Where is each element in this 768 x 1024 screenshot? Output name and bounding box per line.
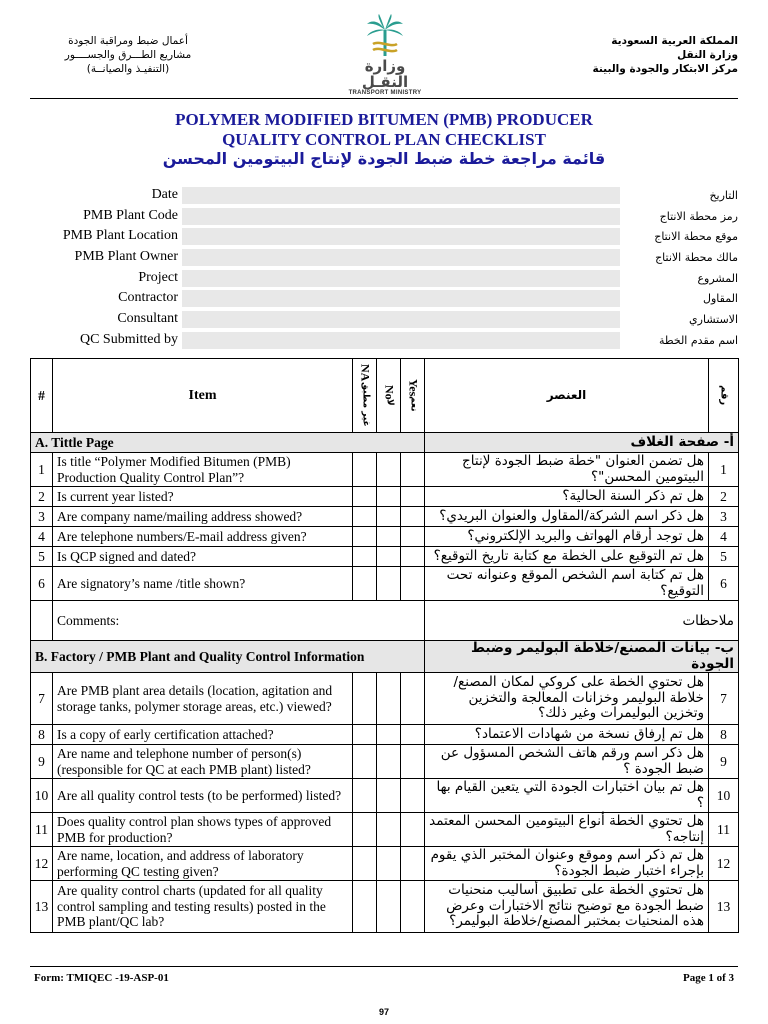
- item-text-arabic: هل ذكر اسم الشركة/المقاول والعنوان البريدي؟: [425, 507, 709, 527]
- item-number: 4: [709, 527, 739, 547]
- info-row-submitted-by: [30, 331, 738, 352]
- logo-text-english: TRANSPORT MINISTRY: [348, 90, 422, 96]
- item-text-arabic: هل تم ذكر السنة الحالية؟: [425, 487, 709, 507]
- table-row: [31, 813, 739, 847]
- item-text: Are all quality control tests (to be performed) listed?: [53, 779, 353, 813]
- table-row: [31, 745, 739, 779]
- info-row-contractor: [30, 289, 738, 310]
- plant-code-field[interactable]: [182, 208, 620, 225]
- yes-checkbox[interactable]: [401, 673, 425, 725]
- footer-divider: [30, 966, 738, 967]
- item-text: Does quality control plan shows types of approved PMB for production?: [53, 813, 353, 847]
- yes-checkbox[interactable]: [401, 813, 425, 847]
- yes-checkbox[interactable]: [401, 507, 425, 527]
- no-checkbox[interactable]: [377, 745, 401, 779]
- table-row: [31, 547, 739, 567]
- table-row: [31, 779, 739, 813]
- item-text: Are PMB plant area details (location, agitation and storage tanks, polymer storage areas, etc.) viewed?: [53, 673, 353, 725]
- item-number: 8: [31, 725, 53, 745]
- no-checkbox[interactable]: [377, 779, 401, 813]
- item-number: 6: [31, 567, 53, 601]
- page-number: 97: [378, 1007, 389, 1017]
- column-header-na: [353, 359, 377, 433]
- item-number: 13: [709, 881, 739, 933]
- no-checkbox[interactable]: [377, 453, 401, 487]
- contractor-field[interactable]: [182, 290, 620, 307]
- item-number: 6: [709, 567, 739, 601]
- info-label-arabic: المشروع: [697, 271, 738, 285]
- document-subtitle: QUALITY CONTROL PLAN CHECKLIST: [222, 130, 546, 149]
- no-checkbox[interactable]: [377, 881, 401, 933]
- comments-row: [31, 601, 739, 641]
- item-number: 3: [709, 507, 739, 527]
- header-divider: [30, 98, 738, 99]
- item-text: Are name, location, and address of laboratory performing QC testing given?: [53, 847, 353, 881]
- no-checkbox[interactable]: [377, 547, 401, 567]
- section-title: A. Tittle Page: [31, 433, 425, 453]
- info-label: Project: [138, 269, 178, 285]
- item-number: 10: [709, 779, 739, 813]
- item-text-arabic: هل تم ذكر اسم وموقع وعنوان المختبر الذي يقوم بإجراء اختبار ضبط الجودة؟: [425, 847, 709, 881]
- item-number: 4: [31, 527, 53, 547]
- item-text-arabic: هل تم التوقيع على الخطة مع كتابة تاريخ التوقيع؟: [425, 547, 709, 567]
- item-number: 11: [709, 813, 739, 847]
- info-label: Date: [151, 187, 178, 202]
- info-row-plant-location: [30, 227, 738, 248]
- item-number: 5: [31, 547, 53, 567]
- no-checkbox[interactable]: [377, 847, 401, 881]
- info-row-plant-code: [30, 207, 738, 228]
- item-number: 9: [31, 745, 53, 779]
- checklist-table: [30, 358, 739, 933]
- item-text: Are signatory’s name /title shown?: [53, 567, 353, 601]
- document-title: POLYMER MODIFIED BITUMEN (PMB) PRODUCER: [175, 110, 593, 129]
- item-text-arabic: هل تم إرفاق نسخة من شهادات الاعتماد؟: [425, 725, 709, 745]
- no-checkbox[interactable]: [377, 673, 401, 725]
- yes-checkbox[interactable]: [401, 881, 425, 933]
- item-number: 7: [31, 673, 53, 725]
- submitted-by-field[interactable]: [182, 332, 620, 349]
- item-text: Is current year listed?: [53, 487, 353, 507]
- na-checkbox[interactable]: [353, 673, 377, 725]
- yes-label-arabic: نعم: [408, 396, 419, 412]
- na-checkbox[interactable]: [353, 881, 377, 933]
- info-label: QC Submitted by: [79, 331, 178, 347]
- consultant-field[interactable]: [182, 311, 620, 328]
- item-number: 8: [709, 725, 739, 745]
- item-number: 7: [709, 673, 739, 725]
- na-checkbox[interactable]: [353, 725, 377, 745]
- table-row: [31, 847, 739, 881]
- item-text-arabic: هل تحتوي الخطة أنواع البيتومين المحسن المعتمد إنتاجه؟: [425, 813, 709, 847]
- item-number: 5: [709, 547, 739, 567]
- header-line: مشاريع الطـــرق والجســــور: [64, 49, 192, 61]
- column-header-item: Item: [53, 359, 353, 433]
- table-row: [31, 507, 739, 527]
- no-checkbox[interactable]: [377, 813, 401, 847]
- form-code: Form: TMIQEC -19-ASP-01: [34, 972, 169, 984]
- section-title-arabic: ب- بيانات المصنع/خلاطة البوليمر وضبط الجودة: [425, 641, 739, 673]
- item-text-arabic: هل تم كتابة اسم الشخص الموقع وعنوانه تحت التوقيع؟: [425, 567, 709, 601]
- info-label-arabic: الاستشاري: [689, 313, 738, 327]
- no-checkbox[interactable]: [377, 527, 401, 547]
- table-row: [31, 453, 739, 487]
- table-row: [31, 487, 739, 507]
- item-text: Are quality control charts (updated for all quality control sampling and testing results) posted in the PMB plant/QC lab?: [53, 881, 353, 933]
- na-checkbox[interactable]: [353, 847, 377, 881]
- column-header-number-arabic: [709, 359, 739, 433]
- item-number: 9: [709, 745, 739, 779]
- na-checkbox[interactable]: [353, 507, 377, 527]
- info-row-plant-owner: [30, 248, 738, 269]
- info-label: PMB Plant Owner: [74, 249, 178, 265]
- info-label-arabic: موقع محطة الانتاج: [654, 230, 738, 244]
- item-number: 12: [31, 847, 53, 881]
- yes-checkbox[interactable]: [401, 745, 425, 779]
- yes-checkbox[interactable]: [401, 547, 425, 567]
- column-header-number: #: [31, 359, 53, 433]
- item-text: Is QCP signed and dated?: [53, 547, 353, 567]
- na-checkbox[interactable]: [353, 745, 377, 779]
- comments-label-arabic: ملاحظات: [425, 601, 739, 641]
- no-checkbox[interactable]: [377, 507, 401, 527]
- section-title: B. Factory / PMB Plant and Quality Control Information: [31, 641, 425, 673]
- na-checkbox[interactable]: [353, 813, 377, 847]
- item-number: 1: [709, 453, 739, 487]
- no-label-arabic: لا: [384, 399, 395, 407]
- yes-checkbox[interactable]: [401, 779, 425, 813]
- logo-text-arabic: وزارة النقـل: [361, 57, 409, 91]
- na-checkbox[interactable]: [353, 453, 377, 487]
- na-checkbox[interactable]: [353, 487, 377, 507]
- item-text: Is a copy of early certification attached?: [53, 725, 353, 745]
- yes-checkbox[interactable]: [401, 847, 425, 881]
- na-label-arabic: غير مطبق: [360, 381, 371, 427]
- project-field[interactable]: [182, 270, 620, 287]
- item-text-arabic: هل ذكر اسم ورقم هاتف الشخص المسؤول عن ضبط الجودة ؟: [425, 745, 709, 779]
- item-text: Are company name/mailing address showed?: [53, 507, 353, 527]
- item-number: 11: [31, 813, 53, 847]
- item-text: Are telephone numbers/E-mail address given?: [53, 527, 353, 547]
- yes-checkbox[interactable]: [401, 453, 425, 487]
- column-header-yes: [401, 359, 425, 433]
- item-number: 3: [31, 507, 53, 527]
- no-checkbox[interactable]: [377, 487, 401, 507]
- item-text: Are name and telephone number of person(s) (responsible for QC at each PMB plant) listed?: [53, 745, 353, 779]
- yes-checkbox[interactable]: [401, 527, 425, 547]
- item-text-arabic: هل تحتوي الخطة على كروكي لمكان المصنع/خلاطة البوليمر وخزانات المعالجة والتخزين وتخزين البوليمرات وغير ذلك؟: [425, 673, 709, 725]
- header-line: وزارة النقل: [677, 49, 738, 61]
- column-header-item-arabic: العنصر: [425, 359, 709, 433]
- info-row-consultant: [30, 310, 738, 331]
- section-header-a: [31, 433, 739, 453]
- yes-checkbox[interactable]: [401, 725, 425, 745]
- comments-spacer: [31, 601, 53, 641]
- section-title-arabic: أ- صفحة الغلاف: [425, 433, 739, 453]
- yes-checkbox[interactable]: [401, 567, 425, 601]
- item-text-arabic: هل تحتوي الخطة على تطبيق أساليب منحنيات ضبط الجودة مع توضيح نتائج الاختبارات وعرض هذه المنحنيات بمختبر المصنع/خلاطة البوليمر؟: [425, 881, 709, 933]
- table-row: [31, 725, 739, 745]
- no-checkbox[interactable]: [377, 725, 401, 745]
- info-label-arabic: التاريخ: [709, 189, 738, 202]
- item-number: 13: [31, 881, 53, 933]
- item-number: 12: [709, 847, 739, 881]
- info-row-project: [30, 269, 738, 290]
- info-label-arabic: المقاول: [703, 292, 738, 306]
- plant-location-field[interactable]: [182, 228, 620, 245]
- table-header-row: [31, 359, 739, 433]
- item-number: 1: [31, 453, 53, 487]
- no-label: No: [382, 384, 397, 400]
- info-label: PMB Plant Location: [62, 228, 178, 244]
- header-line: مركز الابتكار والجودة والبينة: [592, 63, 738, 75]
- info-fields: [30, 186, 738, 352]
- item-text-arabic: هل توجد أرقام الهواتف والبريد الإلكتروني؟: [425, 527, 709, 547]
- table-row: [31, 673, 739, 725]
- na-checkbox[interactable]: [353, 547, 377, 567]
- section-header-b: [31, 641, 739, 673]
- item-text-arabic: هل تضمن العنوان "خطة ضبط الجودة لإنتاج البيتومين المحسن"؟: [425, 453, 709, 487]
- na-checkbox[interactable]: [353, 779, 377, 813]
- palm-tree-icon: [365, 14, 405, 58]
- na-label: NA: [358, 364, 373, 382]
- info-label-arabic: اسم مقدم الخطة: [658, 333, 738, 347]
- no-checkbox[interactable]: [377, 567, 401, 601]
- info-label: Consultant: [117, 311, 178, 327]
- header-line: (التنفيـذ والصيانــة): [86, 63, 170, 75]
- table-row: [31, 567, 739, 601]
- info-row-date: [30, 186, 738, 207]
- column-header-no: [377, 359, 401, 433]
- table-row: [31, 527, 739, 547]
- ministry-logo: [340, 14, 430, 94]
- item-number: 2: [709, 487, 739, 507]
- plant-owner-field[interactable]: [182, 249, 620, 266]
- document-title-arabic: قائمة مراجعة خطة ضبط الجودة لإنتاج البيتومين المحسن: [162, 149, 606, 168]
- page-indicator: Page 1 of 3: [682, 972, 734, 984]
- number-label-arabic: رقم: [718, 385, 730, 406]
- date-field[interactable]: [182, 187, 620, 204]
- na-checkbox[interactable]: [353, 567, 377, 601]
- ministry-header-arabic: [578, 34, 738, 76]
- info-label: Contractor: [118, 290, 178, 306]
- item-number: 2: [31, 487, 53, 507]
- na-checkbox[interactable]: [353, 527, 377, 547]
- yes-checkbox[interactable]: [401, 487, 425, 507]
- info-label-arabic: رمز محطة الانتاج: [659, 209, 738, 223]
- info-label: PMB Plant Code: [83, 207, 178, 223]
- header-line: المملكة العربية السعودية: [611, 35, 738, 47]
- department-header-arabic: [38, 34, 218, 76]
- header-line: أعمال ضبط ومراقبة الجودة: [68, 35, 188, 47]
- item-text-arabic: هل تم بيان اختبارات الجودة التي يتعين القيام بها ؟: [425, 779, 709, 813]
- item-text: Is title “Polymer Modified Bitumen (PMB) Production Quality Control Plan”?: [53, 453, 353, 487]
- comments-field[interactable]: Comments:: [53, 601, 425, 641]
- table-row: [31, 881, 739, 933]
- yes-label: Yes: [406, 379, 421, 397]
- info-label-arabic: مالك محطة الانتاج: [655, 251, 738, 265]
- item-number: 10: [31, 779, 53, 813]
